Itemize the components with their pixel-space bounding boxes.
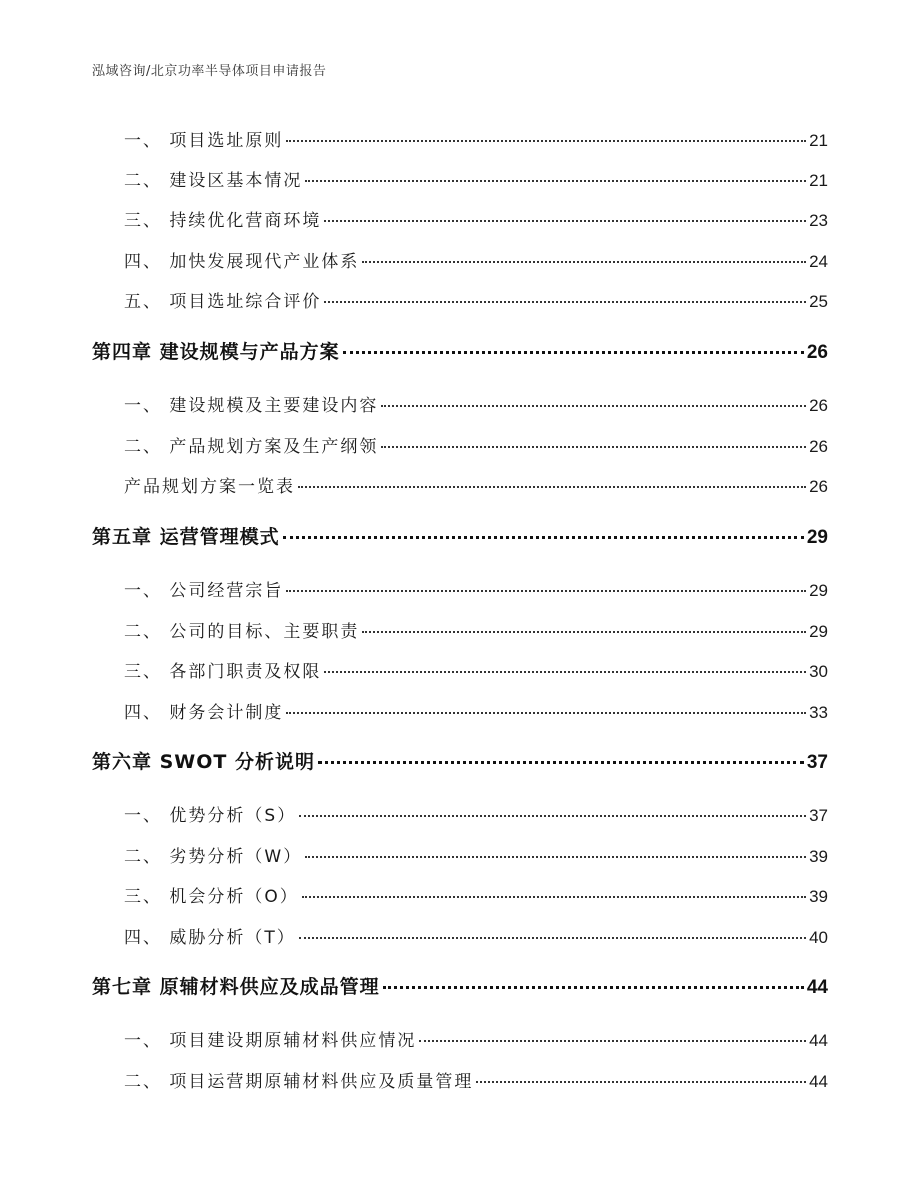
toc-entry-page: 44	[809, 1072, 828, 1091]
toc-entry[interactable]	[124, 126, 828, 151]
toc-entry-page: 21	[809, 131, 828, 150]
toc-entry-label: 四、 加快发展现代产业体系	[124, 252, 360, 272]
toc-entry-page: 33	[809, 703, 828, 722]
toc-entry-page: 39	[809, 887, 828, 906]
toc-leader-dots	[324, 300, 806, 303]
toc-leader-dots	[362, 630, 806, 633]
toc-entry[interactable]	[124, 882, 828, 907]
toc-entry-label: 一、 项目建设期原辅材料供应情况	[124, 1031, 417, 1051]
toc-entry[interactable]	[124, 206, 828, 231]
toc-entry-label: 一、 项目选址原则	[124, 131, 284, 151]
toc-chapter-label: 第六章 SWOT 分析说明	[92, 751, 315, 773]
toc-chapter-label: 第四章 建设规模与产品方案	[92, 341, 340, 363]
toc-entry-label: 二、 建设区基本情况	[124, 171, 303, 191]
toc-entry-page: 29	[809, 622, 828, 641]
toc-entry[interactable]	[124, 576, 828, 601]
toc-entry-page: 40	[809, 928, 828, 947]
toc-entry-page: 30	[809, 662, 828, 681]
toc-leader-dots	[305, 855, 806, 858]
toc-entry[interactable]	[124, 1026, 828, 1051]
toc-entry[interactable]	[124, 801, 828, 826]
toc-entry-label: 产品规划方案一览表	[124, 477, 295, 497]
toc-leader-dots	[381, 404, 806, 407]
toc-entry[interactable]	[124, 432, 828, 457]
toc-entry[interactable]	[124, 923, 828, 948]
toc-entry-page: 26	[809, 437, 828, 456]
toc-entry-label: 一、 公司经营宗旨	[124, 581, 284, 601]
toc-entry-label: 五、 项目选址综合评价	[124, 292, 322, 312]
toc-entry-page: 29	[809, 581, 828, 600]
toc-leader-dots	[299, 936, 806, 939]
document-header: 泓域咨询/北京功率半导体项目申请报告	[92, 64, 327, 79]
toc-entry-page: 37	[809, 806, 828, 825]
toc-entry[interactable]	[124, 657, 828, 682]
toc-entry[interactable]	[124, 842, 828, 867]
toc-entry-label: 四、 威胁分析（T）	[124, 928, 296, 948]
toc-entry-page: 44	[809, 1031, 828, 1050]
toc-leader-dots	[324, 219, 806, 222]
toc-chapter[interactable]	[92, 337, 828, 364]
toc-entry-page: 23	[809, 211, 828, 230]
toc-leader-dots	[283, 535, 804, 539]
toc-entry-label: 三、 持续优化营商环境	[124, 211, 322, 231]
toc-entry-label: 二、 产品规划方案及生产纲领	[124, 437, 379, 457]
toc-leader-dots	[318, 760, 804, 764]
toc-leader-dots	[286, 589, 806, 592]
toc-leader-dots	[302, 895, 806, 898]
toc-leader-dots	[419, 1039, 806, 1042]
toc-entry-page: 26	[809, 396, 828, 415]
toc-chapter-page: 26	[806, 342, 828, 363]
toc-chapter-page: 44	[806, 977, 828, 998]
toc-entry[interactable]	[124, 472, 828, 497]
toc-leader-dots	[324, 670, 806, 673]
toc-chapter[interactable]	[92, 747, 828, 774]
toc-chapter-label: 第五章 运营管理模式	[92, 526, 280, 548]
toc-entry-page: 39	[809, 847, 828, 866]
toc-chapter[interactable]	[92, 522, 828, 549]
toc-chapter-page: 37	[806, 752, 828, 773]
toc-chapter-page: 29	[806, 527, 828, 548]
toc-leader-dots	[305, 179, 806, 182]
toc-entry-label: 四、 财务会计制度	[124, 703, 284, 723]
toc-entry-label: 二、 劣势分析（W）	[124, 847, 303, 867]
toc-entry-page: 26	[809, 477, 828, 496]
toc-entry[interactable]	[124, 166, 828, 191]
toc-entry[interactable]	[124, 617, 828, 642]
toc-leader-dots	[381, 445, 806, 448]
toc-entry-label: 二、 项目运营期原辅材料供应及质量管理	[124, 1072, 474, 1092]
toc-leader-dots	[476, 1080, 806, 1083]
toc-entry-label: 一、 建设规模及主要建设内容	[124, 396, 379, 416]
toc-entry-label: 三、 各部门职责及权限	[124, 662, 322, 682]
toc-leader-dots	[286, 139, 806, 142]
toc-leader-dots	[299, 814, 806, 817]
toc-entry-page: 24	[809, 252, 828, 271]
toc-entry-label: 二、 公司的目标、主要职责	[124, 622, 360, 642]
toc-leader-dots	[343, 350, 804, 354]
toc-entry-page: 21	[809, 171, 828, 190]
toc-leader-dots	[362, 260, 806, 263]
toc-entry-page: 25	[809, 292, 828, 311]
toc-entry[interactable]	[124, 287, 828, 312]
toc-entry[interactable]	[124, 247, 828, 272]
toc-entry-label: 一、 优势分析（S）	[124, 806, 297, 826]
toc-leader-dots	[286, 711, 806, 714]
toc-leader-dots	[298, 485, 806, 488]
toc-leader-dots	[383, 985, 804, 989]
toc-entry[interactable]	[124, 1067, 828, 1092]
toc-entry-label: 三、 机会分析（O）	[124, 887, 299, 907]
toc-entry[interactable]	[124, 391, 828, 416]
toc-chapter-label: 第七章 原辅材料供应及成品管理	[92, 976, 380, 998]
toc-entry[interactable]	[124, 698, 828, 723]
toc-chapter[interactable]	[92, 972, 828, 999]
